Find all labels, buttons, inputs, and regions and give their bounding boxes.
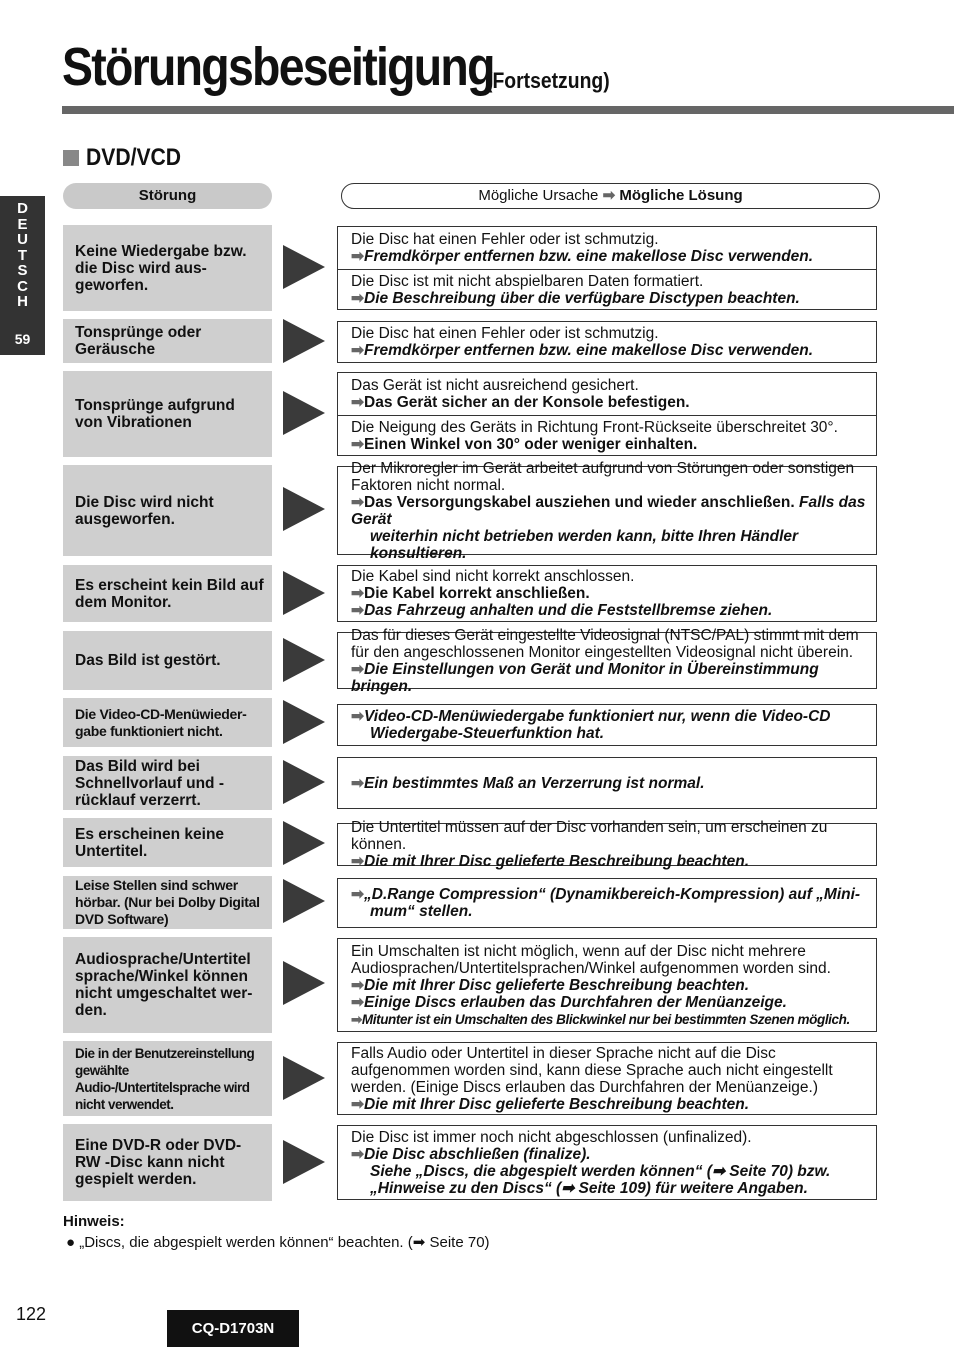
triangle-arrow-icon: [283, 571, 325, 615]
arrow-right-icon: ➡: [351, 248, 364, 265]
solution-cell: Falls Audio oder Untertitel in dieser Sprache nicht auf die Disc aufgenommen worden sind, kann diese Sprache auch nicht eingestellt werden. (Einige Discs erlauben das Durchfahren der Menüanzeige.) ➡Die mit Ihrer Disc gelieferte Beschreibung beachten.: [351, 1044, 833, 1113]
title-rule: [62, 106, 954, 114]
solution-cell: Die Disc ist immer noch nicht abgeschlossen (unfinalized). ➡Die Disc abschließen (finalize). Siehe „Discs, die abgespielt werden können“ (➡ Seite 70) bzw. „Hinweise zu den Discs“ (➡ Seite 109) für weitere Angaben.: [351, 1128, 831, 1197]
arrow-right-icon: ➡: [351, 342, 364, 359]
arrow-right-icon: ➡: [351, 1011, 362, 1027]
model-badge: CQ-D1703N: [167, 1310, 299, 1347]
solution-cell: Die Disc hat einen Fehler oder ist schmutzig. ➡Fremdkörper entfernen bzw. eine makellose Disc verwenden.: [351, 231, 814, 265]
solution-box: [337, 459, 877, 562]
solution-cell: Das für dieses Gerät eingestellte Videosignal (NTSC/PAL) stimmt mit dem für den angeschlossenen Monitor eingestellten Videosignal nicht überein. ➡Die Einstellungen von Gerät und Monitor in Übereinstimmung bringen.: [351, 626, 859, 695]
triangle-arrow-icon: [283, 879, 325, 923]
arrow-right-icon: ➡: [351, 708, 364, 725]
arrow-right-icon: ➡: [602, 187, 616, 204]
solution-box: [337, 938, 877, 1032]
triangle-arrow-icon: [283, 961, 325, 1005]
solution-cell: Das Gerät ist nicht ausreichend gesichert. ➡Das Gerät sicher an der Konsole befestigen.: [351, 377, 690, 411]
solution-cell: ➡„D.Range Compression“ (Dynamikbereich-Kompression) auf „Mini- mum“ stellen.: [351, 886, 861, 920]
triangle-arrow-icon: [283, 638, 325, 682]
problem-cell: Es erscheinen keine Untertitel.: [63, 818, 272, 867]
problem-cell: Leise Stellen sind schwer hörbar. (Nur bei Dolby Digital DVD Software): [63, 876, 272, 929]
solution-cell: Ein Umschalten ist nicht möglich, wenn auf der Disc nicht mehrere Audiosprachen/Untertitelsprachen/Winkel aufgenommen worden sind. ➡Die mit Ihrer Disc gelieferte Beschreibung beachten. ➡Einige Discs erlauben das Durchfahren der Menüanzeige. ➡Mitunter ist ein Umschalten des Blickwinkel nur bei bestimmten Szenen möglich.: [351, 942, 850, 1027]
note-item: ● „Discs, die abgespielt werden können“ beachten. (➡ Seite 70): [66, 1234, 490, 1251]
arrow-right-icon: ➡: [351, 993, 364, 1011]
problem-cell: Es erscheint kein Bild auf dem Monitor.: [63, 565, 272, 622]
solution-box: [337, 1042, 877, 1115]
solution-box: [337, 819, 877, 870]
solution-box: [337, 757, 877, 809]
problem-cell: Die Video-CD-Menüwieder-gabe funktioniert nicht.: [63, 698, 272, 747]
arrow-right-icon: ➡: [351, 493, 364, 511]
section-heading: DVD/VCD: [63, 144, 194, 172]
solution-box: [337, 321, 877, 363]
triangle-arrow-icon: [283, 319, 325, 363]
solution-cell: ➡Video-CD-Menüwiedergabe funktioniert nur, wenn die Video-CD Wiedergabe-Steuerfunktion hat.: [351, 708, 831, 742]
square-bullet-icon: [63, 150, 79, 166]
solution-cell: Die Neigung des Geräts in Richtung Front-Rückseite überschreitet 30°. ➡Einen Winkel von 30° oder weniger einhalten.: [338, 415, 876, 456]
triangle-arrow-icon: [283, 245, 325, 289]
problem-cell: Die in der Benutzereinstellung gewählte Audio-/Untertitelsprache wird nicht verwendet.: [63, 1041, 272, 1116]
title-main: Störungsbeseitigung: [62, 37, 494, 97]
problem-cell: Keine Wiedergabe bzw. die Disc wird aus-geworfen.: [63, 225, 272, 311]
solution-cell: Die Kabel sind nicht korrekt anschlossen. ➡Die Kabel korrekt anschließen. ➡Das Fahrzeug anhalten und die Feststellbremse ziehen.: [351, 568, 773, 619]
problem-cell: Tonsprünge aufgrund von Vibrationen: [63, 371, 272, 457]
arrow-right-icon: ➡: [351, 585, 364, 602]
problem-cell: Audiosprache/Untertitel sprache/Winkel können nicht umgeschaltet wer-den.: [63, 937, 272, 1033]
problem-cell: Tonsprünge oder Geräusche: [63, 319, 272, 363]
page-title: [62, 37, 610, 97]
arrow-right-icon: ➡: [351, 394, 364, 411]
solution-box: [337, 372, 877, 456]
arrow-right-icon: ➡: [351, 602, 364, 619]
solution-cell: Der Mikroregler im Gerät arbeitet aufgrund von Störungen oder sonstigen Faktoren nicht normal. ➡Das Versorgungskabel ausziehen und wieder anschließen. Falls das Gerät weiterhin nicht betrieben werden kann, bitte Ihren Händler konsultieren.: [351, 459, 866, 562]
header-cause-solution: Mögliche Ursache ➡ Mögliche Lösung: [341, 183, 880, 209]
arrow-right-icon: ➡: [351, 436, 364, 453]
problem-cell: Das Bild ist gestört.: [63, 631, 272, 690]
triangle-arrow-icon: [283, 391, 325, 435]
header-problem: Störung: [63, 183, 272, 209]
arrow-right-icon: ➡: [351, 774, 364, 792]
problem-cell: Eine DVD-R oder DVD-RW -Disc kann nicht gespielt werden.: [63, 1124, 272, 1201]
note-label: Hinweis:: [63, 1213, 125, 1230]
solution-box: [337, 1125, 877, 1200]
page-number: 122: [16, 1304, 47, 1324]
solution-box: [337, 704, 877, 746]
language-side-tab: [0, 196, 45, 355]
triangle-arrow-icon: [283, 1056, 325, 1100]
arrow-right-icon: ➡: [351, 853, 364, 870]
arrow-right-icon: ➡: [351, 976, 364, 994]
triangle-arrow-icon: [283, 487, 325, 531]
arrow-right-icon: ➡: [351, 1145, 364, 1163]
solution-cell: ➡Ein bestimmtes Maß an Verzerrung ist normal.: [351, 774, 705, 792]
triangle-arrow-icon: [283, 760, 325, 804]
arrow-right-icon: ➡: [351, 886, 364, 903]
triangle-arrow-icon: [283, 1140, 325, 1184]
title-subtitle: (Fortsetzung): [486, 68, 610, 93]
solution-cell: Die Untertitel müssen auf der Disc vorhanden sein, um erscheinen zu können. ➡Die mit Ihrer Disc gelieferte Beschreibung beachten.: [351, 819, 828, 870]
solution-box: [337, 226, 877, 310]
solution-box: [337, 878, 877, 928]
solution-box: [337, 565, 877, 622]
triangle-arrow-icon: [283, 700, 325, 744]
solution-cell: Die Disc hat einen Fehler oder ist schmutzig. ➡Fremdkörper entfernen bzw. eine makellose Disc verwenden.: [351, 325, 814, 359]
arrow-right-icon: ➡: [351, 660, 364, 678]
arrow-right-icon: ➡: [351, 1095, 364, 1113]
bullet-icon: ●: [66, 1234, 76, 1251]
solution-cell: Die Disc ist mit nicht abspielbaren Daten formatiert. ➡Die Beschreibung über die verfügbare Disctypen beachten.: [338, 269, 876, 310]
problem-cell: Die Disc wird nicht ausgeworfen.: [63, 465, 272, 556]
side-tab-letters: D E U T S C H: [17, 200, 28, 310]
solution-box: [337, 626, 877, 695]
triangle-arrow-icon: [283, 821, 325, 865]
problem-cell: Das Bild wird bei Schnellvorlauf und -rücklauf verzerrt.: [63, 756, 272, 810]
arrow-right-icon: ➡: [351, 290, 364, 307]
side-tab-page: 59: [14, 331, 31, 347]
